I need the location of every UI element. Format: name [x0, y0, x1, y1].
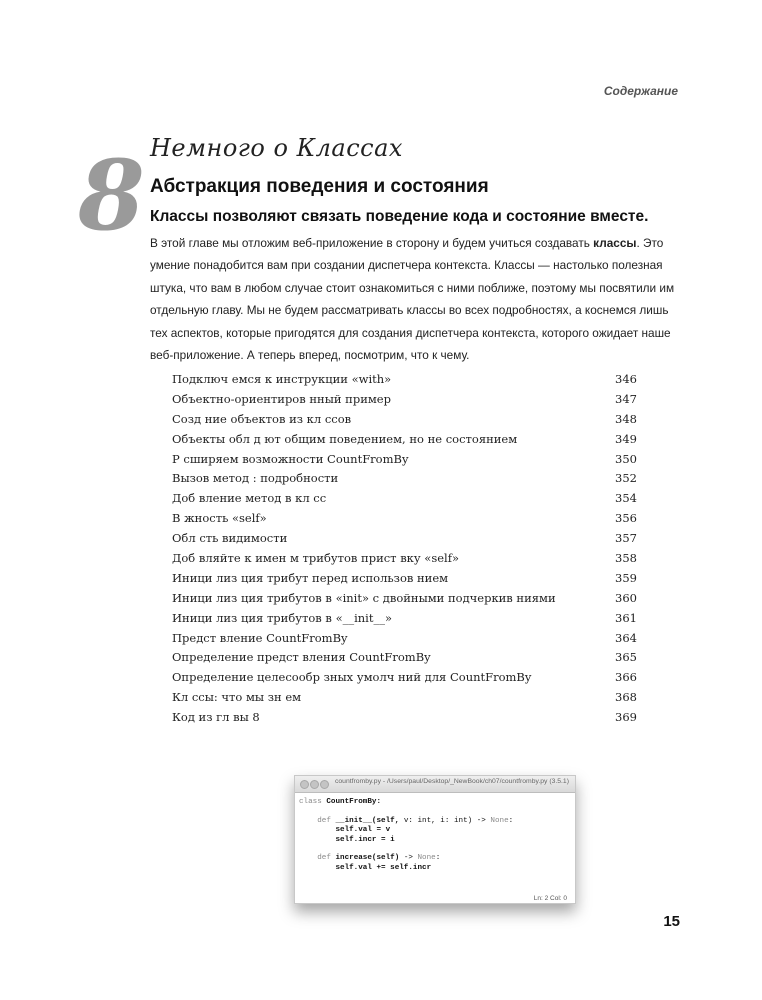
toc-entry-title: Обл сть видимости	[172, 531, 288, 546]
code-editor-window	[294, 775, 576, 904]
toc-entry[interactable]	[172, 611, 637, 631]
chapter-title: Абстракция поведения и состояния	[150, 176, 489, 197]
toc-entry-title: Объектно-ориентиров нный пример	[172, 391, 391, 406]
toc-entry-page: 346	[615, 372, 637, 386]
code-keyword: def	[317, 816, 331, 825]
code-text: v: int, i: int) ->	[399, 816, 491, 825]
chapter-subtitle: Классы позволяют связать поведение кода и состояние вместе.	[150, 208, 649, 225]
code-line: self.incr = i	[299, 835, 395, 844]
code-indent	[299, 817, 317, 825]
toc-entry-title: Р сширяем возможности CountFromBy	[172, 451, 409, 466]
toc-entry-page: 364	[615, 630, 637, 645]
code-line-blank	[299, 807, 571, 816]
code-line: self.val += self.incr	[299, 863, 432, 872]
toc-entry-title: Доб вление метод в кл сс	[172, 491, 327, 506]
window-title: countfromby.py - /Users/paul/Desktop/_NewBook/ch07/countfromby.py (3.5.1)	[335, 778, 569, 785]
toc-entry-page: 366	[615, 670, 637, 685]
toc-entry-page: 360	[615, 590, 637, 605]
code-line	[299, 798, 571, 807]
close-window-icon[interactable]	[300, 780, 309, 789]
toc-entry-page: 350	[615, 451, 637, 466]
chapter-number: 8	[78, 139, 145, 252]
intro-text-start: В этой главе мы отложим веб-приложение в сторону и будем учиться создавать	[150, 236, 594, 250]
toc-entry[interactable]	[172, 491, 637, 511]
toc-entry-page: 354	[615, 491, 637, 506]
code-indent	[299, 854, 317, 862]
running-header: Содержание	[603, 84, 678, 98]
toc-entry-title: Вызов метод : подробности	[172, 471, 339, 486]
toc-entry-page: 368	[615, 690, 637, 705]
toc-entry-title: Код из гл вы 8	[172, 710, 260, 725]
toc-entry[interactable]	[172, 471, 637, 491]
code-line	[299, 854, 571, 863]
toc-entry-title: Иници лиз ция трибутов в «init» с двойными подчеркив ниями	[172, 590, 556, 605]
toc-entry[interactable]	[172, 511, 637, 531]
table-of-contents	[172, 372, 637, 730]
toc-entry[interactable]	[172, 571, 637, 591]
window-titlebar[interactable]	[295, 776, 575, 793]
toc-entry-page: 359	[615, 570, 637, 585]
code-text: increase(self)	[330, 854, 400, 863]
toc-entry-title: Иници лиз ция трибутов в «__init__»	[172, 610, 393, 625]
toc-entry-title: Кл ссы: что мы зн ем	[172, 690, 302, 705]
code-line: self.val = v	[299, 826, 391, 835]
code-text: CountFromBy:	[321, 798, 382, 806]
code-line-blank	[299, 845, 571, 854]
toc-entry[interactable]	[172, 392, 637, 412]
toc-entry[interactable]	[172, 631, 637, 651]
toc-entry-page: 348	[615, 411, 637, 426]
code-keyword: class	[299, 798, 322, 806]
toc-entry-page: 349	[615, 431, 637, 446]
intro-text-end: . Это умение понадобится вам при создании диспетчера контекста. Классы — настолько полезная штука, что вам в любом случае стоит ознакомиться с ними поближе, поэтому мы посвятили им отдельную главу. Мы не будем рассматривать классы во всех подробностях, а коснемся лишь тех аспектов, которые пригодятся для создания диспетчера контекста, которого ожидает наше веб-приложение. А теперь вперед, посмотрим, что к чему.	[150, 236, 675, 363]
intro-bold-term: классы	[593, 236, 637, 250]
toc-entry-page: 352	[615, 471, 637, 486]
minimize-window-icon[interactable]	[310, 780, 319, 789]
zoom-window-icon[interactable]	[320, 780, 329, 789]
toc-entry[interactable]	[172, 690, 637, 710]
toc-entry[interactable]	[172, 372, 637, 392]
toc-entry-title: Доб вляйте к имен м трибутов прист вку «self»	[172, 551, 459, 566]
code-text: ->	[399, 854, 418, 863]
toc-entry-page: 358	[615, 551, 637, 566]
toc-entry-page: 369	[615, 710, 637, 725]
chapter-intro	[150, 232, 680, 366]
page-number: 15	[663, 913, 680, 930]
toc-entry-page: 365	[615, 650, 637, 665]
toc-entry[interactable]	[172, 551, 637, 571]
code-text: :	[435, 854, 441, 863]
code-keyword: def	[317, 854, 331, 863]
code-line	[299, 817, 571, 826]
toc-entry-page: 357	[615, 531, 637, 546]
toc-entry-page: 356	[615, 511, 637, 526]
toc-entry-title: Объекты обл д ют общим поведением, но не состоянием	[172, 431, 518, 446]
toc-entry[interactable]	[172, 591, 637, 611]
toc-entry[interactable]	[172, 432, 637, 452]
toc-entry-page: 361	[615, 610, 637, 625]
toc-entry-title: Предст вление CountFromBy	[172, 630, 348, 645]
code-text: :	[508, 816, 514, 825]
toc-entry-title: Определение предст вления CountFromBy	[172, 650, 431, 665]
toc-entry[interactable]	[172, 412, 637, 432]
code-keyword: None	[490, 816, 509, 825]
code-text: __init__(self,	[330, 816, 400, 825]
toc-entry[interactable]	[172, 710, 637, 730]
toc-entry-title: Иници лиз ция трибут перед использов нием	[172, 570, 449, 585]
toc-entry[interactable]	[172, 531, 637, 551]
toc-entry[interactable]	[172, 670, 637, 690]
toc-entry-page: 347	[615, 391, 637, 406]
toc-entry-title: Созд ние объектов из кл ссов	[172, 411, 352, 426]
toc-entry[interactable]	[172, 452, 637, 472]
code-listing[interactable]	[299, 798, 571, 873]
chapter-script-title: Немного о Классах	[150, 134, 403, 162]
toc-entry-title: Подключ емся к инструкции «with»	[172, 372, 392, 386]
toc-entry-title: Определение целесообр зных умолч ний для CountFromBy	[172, 670, 532, 685]
toc-entry[interactable]	[172, 650, 637, 670]
toc-entry-title: В жность «self»	[172, 511, 267, 526]
editor-status: Ln: 2 Col: 0	[533, 895, 567, 902]
code-keyword: None	[417, 854, 436, 863]
